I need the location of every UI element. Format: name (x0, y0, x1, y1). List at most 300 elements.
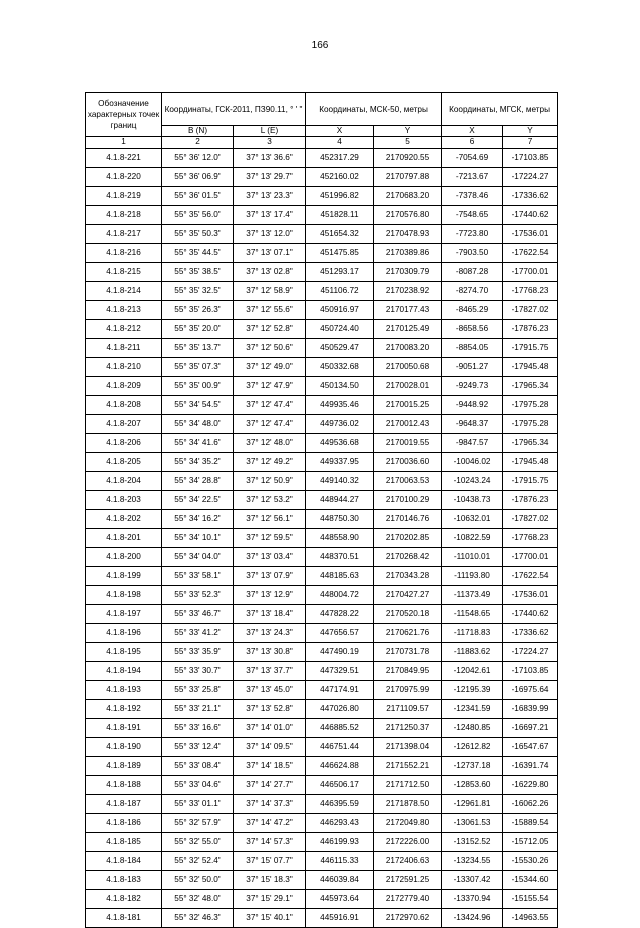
longitude-cell: 37° 13' 18.4" (234, 605, 306, 624)
point-id-cell: 4.1.8-196 (86, 624, 162, 643)
latitude-cell: 55° 33' 21.1" (162, 700, 234, 719)
mgsk-x-cell: -12737.18 (442, 757, 503, 776)
mgsk-y-cell: -17440.62 (503, 605, 558, 624)
msk-x-cell: 446293.43 (306, 814, 374, 833)
table-row (86, 434, 558, 453)
point-id-cell: 4.1.8-193 (86, 681, 162, 700)
mgsk-x-cell: -10438.73 (442, 491, 503, 510)
mgsk-y-cell: -17536.01 (503, 586, 558, 605)
longitude-cell: 37° 13' 52.8" (234, 700, 306, 719)
msk-x-cell: 452160.02 (306, 168, 374, 187)
mgsk-x-cell: -12195.39 (442, 681, 503, 700)
msk-y-cell: 2170389.86 (374, 244, 442, 263)
point-id-cell: 4.1.8-217 (86, 225, 162, 244)
mgsk-y-cell: -17536.01 (503, 225, 558, 244)
msk-y-cell: 2170100.29 (374, 491, 442, 510)
latitude-cell: 55° 36' 12.0" (162, 149, 234, 168)
mgsk-y-cell: -17975.28 (503, 396, 558, 415)
msk-y-cell: 2172591.25 (374, 871, 442, 890)
table-row (86, 624, 558, 643)
table-row (86, 548, 558, 567)
longitude-cell: 37° 14' 18.5" (234, 757, 306, 776)
table-row (86, 776, 558, 795)
point-id-cell: 4.1.8-206 (86, 434, 162, 453)
msk-y-cell: 2170427.27 (374, 586, 442, 605)
latitude-cell: 55° 35' 20.0" (162, 320, 234, 339)
mgsk-x-cell: -13424.96 (442, 909, 503, 928)
mgsk-y-cell: -17622.54 (503, 567, 558, 586)
msk-y-cell: 2171109.57 (374, 700, 442, 719)
table-row (86, 890, 558, 909)
subheader-msk-x: X (306, 126, 374, 137)
msk-y-cell: 2170050.68 (374, 358, 442, 377)
point-id-cell: 4.1.8-201 (86, 529, 162, 548)
mgsk-x-cell: -7903.50 (442, 244, 503, 263)
table-row (86, 415, 558, 434)
msk-x-cell: 450529.47 (306, 339, 374, 358)
point-id-cell: 4.1.8-181 (86, 909, 162, 928)
msk-x-cell: 446751.44 (306, 738, 374, 757)
msk-y-cell: 2170478.93 (374, 225, 442, 244)
longitude-cell: 37° 12' 47.9" (234, 377, 306, 396)
msk-x-cell: 445916.91 (306, 909, 374, 928)
table-row (86, 738, 558, 757)
header-msk-coordinates: Координаты, МСК-50, метры (306, 93, 442, 126)
latitude-cell: 55° 35' 32.5" (162, 282, 234, 301)
table-row (86, 301, 558, 320)
latitude-cell: 55° 34' 48.0" (162, 415, 234, 434)
msk-x-cell: 446624.88 (306, 757, 374, 776)
mgsk-x-cell: -11010.01 (442, 548, 503, 567)
mgsk-x-cell: -12612.82 (442, 738, 503, 757)
table-row (86, 206, 558, 225)
latitude-cell: 55° 33' 30.7" (162, 662, 234, 681)
msk-x-cell: 446885.52 (306, 719, 374, 738)
latitude-cell: 55° 33' 16.6" (162, 719, 234, 738)
mgsk-x-cell: -11193.80 (442, 567, 503, 586)
table-row (86, 453, 558, 472)
mgsk-x-cell: -8087.28 (442, 263, 503, 282)
header-gsk-coordinates: Координаты, ГСК-2011, ПЗ90.11, ° ' " (162, 93, 306, 126)
longitude-cell: 37° 14' 47.2" (234, 814, 306, 833)
point-id-cell: 4.1.8-211 (86, 339, 162, 358)
msk-y-cell: 2170268.42 (374, 548, 442, 567)
msk-x-cell: 449140.32 (306, 472, 374, 491)
mgsk-x-cell: -7054.69 (442, 149, 503, 168)
subheader-l: L (E) (234, 126, 306, 137)
latitude-cell: 55° 35' 44.5" (162, 244, 234, 263)
longitude-cell: 37° 12' 49.2" (234, 453, 306, 472)
mgsk-y-cell: -16839.99 (503, 700, 558, 719)
longitude-cell: 37° 14' 27.7" (234, 776, 306, 795)
msk-x-cell: 447329.51 (306, 662, 374, 681)
mgsk-x-cell: -11718.83 (442, 624, 503, 643)
msk-x-cell: 448558.90 (306, 529, 374, 548)
subheader-b: B (N) (162, 126, 234, 137)
msk-x-cell: 448004.72 (306, 586, 374, 605)
mgsk-x-cell: -8658.56 (442, 320, 503, 339)
latitude-cell: 55° 34' 54.5" (162, 396, 234, 415)
table-row (86, 472, 558, 491)
table-row (86, 244, 558, 263)
column-number: 5 (374, 137, 442, 149)
latitude-cell: 55° 32' 50.0" (162, 871, 234, 890)
latitude-cell: 55° 34' 28.8" (162, 472, 234, 491)
msk-x-cell: 451654.32 (306, 225, 374, 244)
point-id-cell: 4.1.8-199 (86, 567, 162, 586)
point-id-cell: 4.1.8-194 (86, 662, 162, 681)
msk-x-cell: 449337.95 (306, 453, 374, 472)
msk-y-cell: 2172970.62 (374, 909, 442, 928)
mgsk-x-cell: -10632.01 (442, 510, 503, 529)
point-id-cell: 4.1.8-209 (86, 377, 162, 396)
msk-y-cell: 2171552.21 (374, 757, 442, 776)
mgsk-y-cell: -17103.85 (503, 149, 558, 168)
longitude-cell: 37° 12' 50.9" (234, 472, 306, 491)
msk-y-cell: 2170309.79 (374, 263, 442, 282)
table-row (86, 700, 558, 719)
page-number: 166 (311, 40, 329, 51)
mgsk-y-cell: -17224.27 (503, 643, 558, 662)
point-id-cell: 4.1.8-208 (86, 396, 162, 415)
longitude-cell: 37° 14' 37.3" (234, 795, 306, 814)
point-id-cell: 4.1.8-188 (86, 776, 162, 795)
mgsk-y-cell: -17915.75 (503, 339, 558, 358)
longitude-cell: 37° 12' 47.4" (234, 396, 306, 415)
point-id-cell: 4.1.8-182 (86, 890, 162, 909)
latitude-cell: 55° 34' 35.2" (162, 453, 234, 472)
point-id-cell: 4.1.8-213 (86, 301, 162, 320)
mgsk-x-cell: -9051.27 (442, 358, 503, 377)
mgsk-x-cell: -7548.65 (442, 206, 503, 225)
longitude-cell: 37° 15' 29.1" (234, 890, 306, 909)
point-id-cell: 4.1.8-205 (86, 453, 162, 472)
point-id-cell: 4.1.8-212 (86, 320, 162, 339)
table-row (86, 358, 558, 377)
msk-x-cell: 450724.40 (306, 320, 374, 339)
mgsk-x-cell: -11883.62 (442, 643, 503, 662)
longitude-cell: 37° 15' 18.3" (234, 871, 306, 890)
table-body (86, 149, 558, 928)
longitude-cell: 37° 13' 23.3" (234, 187, 306, 206)
longitude-cell: 37° 12' 53.2" (234, 491, 306, 510)
msk-x-cell: 450332.68 (306, 358, 374, 377)
mgsk-x-cell: -12853.60 (442, 776, 503, 795)
table-row (86, 643, 558, 662)
mgsk-x-cell: -9249.73 (442, 377, 503, 396)
table-row (86, 719, 558, 738)
msk-x-cell: 451475.85 (306, 244, 374, 263)
table-row (86, 377, 558, 396)
point-id-cell: 4.1.8-210 (86, 358, 162, 377)
longitude-cell: 37° 12' 49.0" (234, 358, 306, 377)
msk-x-cell: 448370.51 (306, 548, 374, 567)
table-row (86, 339, 558, 358)
latitude-cell: 55° 34' 41.6" (162, 434, 234, 453)
longitude-cell: 37° 12' 47.4" (234, 415, 306, 434)
mgsk-y-cell: -15344.60 (503, 871, 558, 890)
table-row (86, 282, 558, 301)
latitude-cell: 55° 33' 25.8" (162, 681, 234, 700)
mgsk-x-cell: -9448.92 (442, 396, 503, 415)
msk-x-cell: 451828.11 (306, 206, 374, 225)
mgsk-y-cell: -17965.34 (503, 377, 558, 396)
point-id-cell: 4.1.8-195 (86, 643, 162, 662)
table-row (86, 909, 558, 928)
msk-y-cell: 2172406.63 (374, 852, 442, 871)
msk-x-cell: 447490.19 (306, 643, 374, 662)
mgsk-x-cell: -11548.65 (442, 605, 503, 624)
mgsk-x-cell: -13370.94 (442, 890, 503, 909)
point-id-cell: 4.1.8-197 (86, 605, 162, 624)
msk-y-cell: 2170797.88 (374, 168, 442, 187)
point-id-cell: 4.1.8-183 (86, 871, 162, 890)
msk-x-cell: 448185.63 (306, 567, 374, 586)
mgsk-y-cell: -15155.54 (503, 890, 558, 909)
longitude-cell: 37° 12' 52.8" (234, 320, 306, 339)
table-row (86, 491, 558, 510)
mgsk-x-cell: -13061.53 (442, 814, 503, 833)
mgsk-x-cell: -10243.24 (442, 472, 503, 491)
mgsk-y-cell: -17965.34 (503, 434, 558, 453)
latitude-cell: 55° 33' 46.7" (162, 605, 234, 624)
latitude-cell: 55° 35' 50.3" (162, 225, 234, 244)
msk-y-cell: 2170202.85 (374, 529, 442, 548)
table-row (86, 795, 558, 814)
table-row (86, 852, 558, 871)
mgsk-x-cell: -7723.80 (442, 225, 503, 244)
longitude-cell: 37° 13' 03.4" (234, 548, 306, 567)
point-id-cell: 4.1.8-204 (86, 472, 162, 491)
msk-x-cell: 449935.46 (306, 396, 374, 415)
latitude-cell: 55° 34' 22.5" (162, 491, 234, 510)
table-row (86, 225, 558, 244)
msk-x-cell: 446039.84 (306, 871, 374, 890)
msk-x-cell: 451996.82 (306, 187, 374, 206)
table-row (86, 529, 558, 548)
mgsk-y-cell: -16697.21 (503, 719, 558, 738)
mgsk-y-cell: -17975.28 (503, 415, 558, 434)
latitude-cell: 55° 32' 57.9" (162, 814, 234, 833)
mgsk-x-cell: -8274.70 (442, 282, 503, 301)
subheader-msk-y: Y (374, 126, 442, 137)
point-id-cell: 4.1.8-198 (86, 586, 162, 605)
msk-y-cell: 2171250.37 (374, 719, 442, 738)
longitude-cell: 37° 13' 12.0" (234, 225, 306, 244)
msk-x-cell: 451293.17 (306, 263, 374, 282)
latitude-cell: 55° 32' 55.0" (162, 833, 234, 852)
mgsk-x-cell: -7378.46 (442, 187, 503, 206)
msk-y-cell: 2170343.28 (374, 567, 442, 586)
msk-x-cell: 446395.59 (306, 795, 374, 814)
latitude-cell: 55° 36' 01.5" (162, 187, 234, 206)
longitude-cell: 37° 12' 50.6" (234, 339, 306, 358)
latitude-cell: 55° 32' 48.0" (162, 890, 234, 909)
point-id-cell: 4.1.8-187 (86, 795, 162, 814)
longitude-cell: 37° 13' 12.9" (234, 586, 306, 605)
msk-x-cell: 447828.22 (306, 605, 374, 624)
msk-x-cell: 447656.57 (306, 624, 374, 643)
subheader-mgsk-y: Y (503, 126, 558, 137)
header-mgsk-coordinates: Координаты, МГСК, метры (442, 93, 558, 126)
msk-x-cell: 447174.91 (306, 681, 374, 700)
table-row (86, 187, 558, 206)
latitude-cell: 55° 34' 16.2" (162, 510, 234, 529)
msk-y-cell: 2170920.55 (374, 149, 442, 168)
longitude-cell: 37° 12' 55.6" (234, 301, 306, 320)
point-id-cell: 4.1.8-190 (86, 738, 162, 757)
latitude-cell: 55° 33' 41.2" (162, 624, 234, 643)
subheader-mgsk-x: X (442, 126, 503, 137)
mgsk-y-cell: -17768.23 (503, 282, 558, 301)
msk-y-cell: 2172049.80 (374, 814, 442, 833)
latitude-cell: 55° 33' 58.1" (162, 567, 234, 586)
longitude-cell: 37° 15' 07.7" (234, 852, 306, 871)
msk-x-cell: 446199.93 (306, 833, 374, 852)
msk-y-cell: 2170576.80 (374, 206, 442, 225)
mgsk-y-cell: -17768.23 (503, 529, 558, 548)
table-row (86, 662, 558, 681)
latitude-cell: 55° 35' 00.9" (162, 377, 234, 396)
mgsk-y-cell: -17827.02 (503, 510, 558, 529)
mgsk-x-cell: -9648.37 (442, 415, 503, 434)
longitude-cell: 37° 14' 01.0" (234, 719, 306, 738)
msk-y-cell: 2171398.04 (374, 738, 442, 757)
latitude-cell: 55° 33' 52.3" (162, 586, 234, 605)
mgsk-x-cell: -12961.81 (442, 795, 503, 814)
longitude-cell: 37° 13' 36.6" (234, 149, 306, 168)
msk-y-cell: 2170125.49 (374, 320, 442, 339)
table-row (86, 814, 558, 833)
msk-y-cell: 2170849.95 (374, 662, 442, 681)
msk-x-cell: 447026.80 (306, 700, 374, 719)
mgsk-y-cell: -15889.54 (503, 814, 558, 833)
mgsk-y-cell: -16229.80 (503, 776, 558, 795)
point-id-cell: 4.1.8-189 (86, 757, 162, 776)
mgsk-y-cell: -16975.64 (503, 681, 558, 700)
msk-y-cell: 2171878.50 (374, 795, 442, 814)
msk-y-cell: 2170146.76 (374, 510, 442, 529)
table-row (86, 605, 558, 624)
latitude-cell: 55° 34' 10.1" (162, 529, 234, 548)
mgsk-y-cell: -17336.62 (503, 187, 558, 206)
mgsk-y-cell: -16547.67 (503, 738, 558, 757)
msk-x-cell: 449536.68 (306, 434, 374, 453)
msk-y-cell: 2170683.20 (374, 187, 442, 206)
point-id-cell: 4.1.8-218 (86, 206, 162, 225)
longitude-cell: 37° 14' 09.5" (234, 738, 306, 757)
msk-y-cell: 2170036.60 (374, 453, 442, 472)
header-point-designation: Обозначение характерных точек границ (86, 93, 162, 137)
mgsk-y-cell: -17224.27 (503, 168, 558, 187)
mgsk-y-cell: -17103.85 (503, 662, 558, 681)
msk-y-cell: 2170012.43 (374, 415, 442, 434)
mgsk-y-cell: -17700.01 (503, 548, 558, 567)
point-id-cell: 4.1.8-186 (86, 814, 162, 833)
table-row (86, 567, 558, 586)
column-number: 7 (503, 137, 558, 149)
msk-y-cell: 2172779.40 (374, 890, 442, 909)
table-row (86, 681, 558, 700)
longitude-cell: 37° 13' 30.8" (234, 643, 306, 662)
table-row (86, 168, 558, 187)
msk-y-cell: 2170177.43 (374, 301, 442, 320)
mgsk-y-cell: -17622.54 (503, 244, 558, 263)
latitude-cell: 55° 32' 52.4" (162, 852, 234, 871)
point-id-cell: 4.1.8-191 (86, 719, 162, 738)
column-number: 4 (306, 137, 374, 149)
mgsk-y-cell: -16391.74 (503, 757, 558, 776)
mgsk-y-cell: -14963.55 (503, 909, 558, 928)
msk-y-cell: 2170975.99 (374, 681, 442, 700)
latitude-cell: 55° 34' 04.0" (162, 548, 234, 567)
msk-y-cell: 2170083.20 (374, 339, 442, 358)
mgsk-x-cell: -10046.02 (442, 453, 503, 472)
longitude-cell: 37° 15' 40.1" (234, 909, 306, 928)
table-row (86, 757, 558, 776)
longitude-cell: 37° 12' 59.5" (234, 529, 306, 548)
point-id-cell: 4.1.8-214 (86, 282, 162, 301)
longitude-cell: 37° 13' 07.9" (234, 567, 306, 586)
point-id-cell: 4.1.8-203 (86, 491, 162, 510)
latitude-cell: 55° 35' 38.5" (162, 263, 234, 282)
latitude-cell: 55° 33' 01.1" (162, 795, 234, 814)
msk-x-cell: 449736.02 (306, 415, 374, 434)
mgsk-y-cell: -17945.48 (503, 358, 558, 377)
latitude-cell: 55° 35' 13.7" (162, 339, 234, 358)
longitude-cell: 37° 13' 29.7" (234, 168, 306, 187)
point-id-cell: 4.1.8-216 (86, 244, 162, 263)
msk-y-cell: 2170621.76 (374, 624, 442, 643)
point-id-cell: 4.1.8-221 (86, 149, 162, 168)
mgsk-y-cell: -17440.62 (503, 206, 558, 225)
latitude-cell: 55° 32' 46.3" (162, 909, 234, 928)
msk-y-cell: 2170028.01 (374, 377, 442, 396)
msk-y-cell: 2170015.25 (374, 396, 442, 415)
msk-y-cell: 2171712.50 (374, 776, 442, 795)
mgsk-x-cell: -11373.49 (442, 586, 503, 605)
msk-x-cell: 445973.64 (306, 890, 374, 909)
table-row (86, 833, 558, 852)
latitude-cell: 55° 36' 06.9" (162, 168, 234, 187)
msk-y-cell: 2170520.18 (374, 605, 442, 624)
coordinates-table (85, 92, 558, 928)
mgsk-x-cell: -13152.52 (442, 833, 503, 852)
msk-y-cell: 2170019.55 (374, 434, 442, 453)
mgsk-x-cell: -10822.59 (442, 529, 503, 548)
point-id-cell: 4.1.8-220 (86, 168, 162, 187)
mgsk-y-cell: -17336.62 (503, 624, 558, 643)
mgsk-y-cell: -15712.05 (503, 833, 558, 852)
msk-x-cell: 450916.97 (306, 301, 374, 320)
msk-x-cell: 448944.27 (306, 491, 374, 510)
point-id-cell: 4.1.8-207 (86, 415, 162, 434)
mgsk-x-cell: -9847.57 (442, 434, 503, 453)
mgsk-x-cell: -13234.55 (442, 852, 503, 871)
table-row (86, 396, 558, 415)
mgsk-x-cell: -8465.29 (442, 301, 503, 320)
longitude-cell: 37° 13' 37.7" (234, 662, 306, 681)
msk-y-cell: 2172226.00 (374, 833, 442, 852)
msk-y-cell: 2170731.78 (374, 643, 442, 662)
msk-x-cell: 450134.50 (306, 377, 374, 396)
mgsk-x-cell: -13307.42 (442, 871, 503, 890)
longitude-cell: 37° 13' 24.3" (234, 624, 306, 643)
mgsk-y-cell: -16062.26 (503, 795, 558, 814)
table-row (86, 263, 558, 282)
mgsk-y-cell: -17915.75 (503, 472, 558, 491)
longitude-cell: 37° 13' 17.4" (234, 206, 306, 225)
